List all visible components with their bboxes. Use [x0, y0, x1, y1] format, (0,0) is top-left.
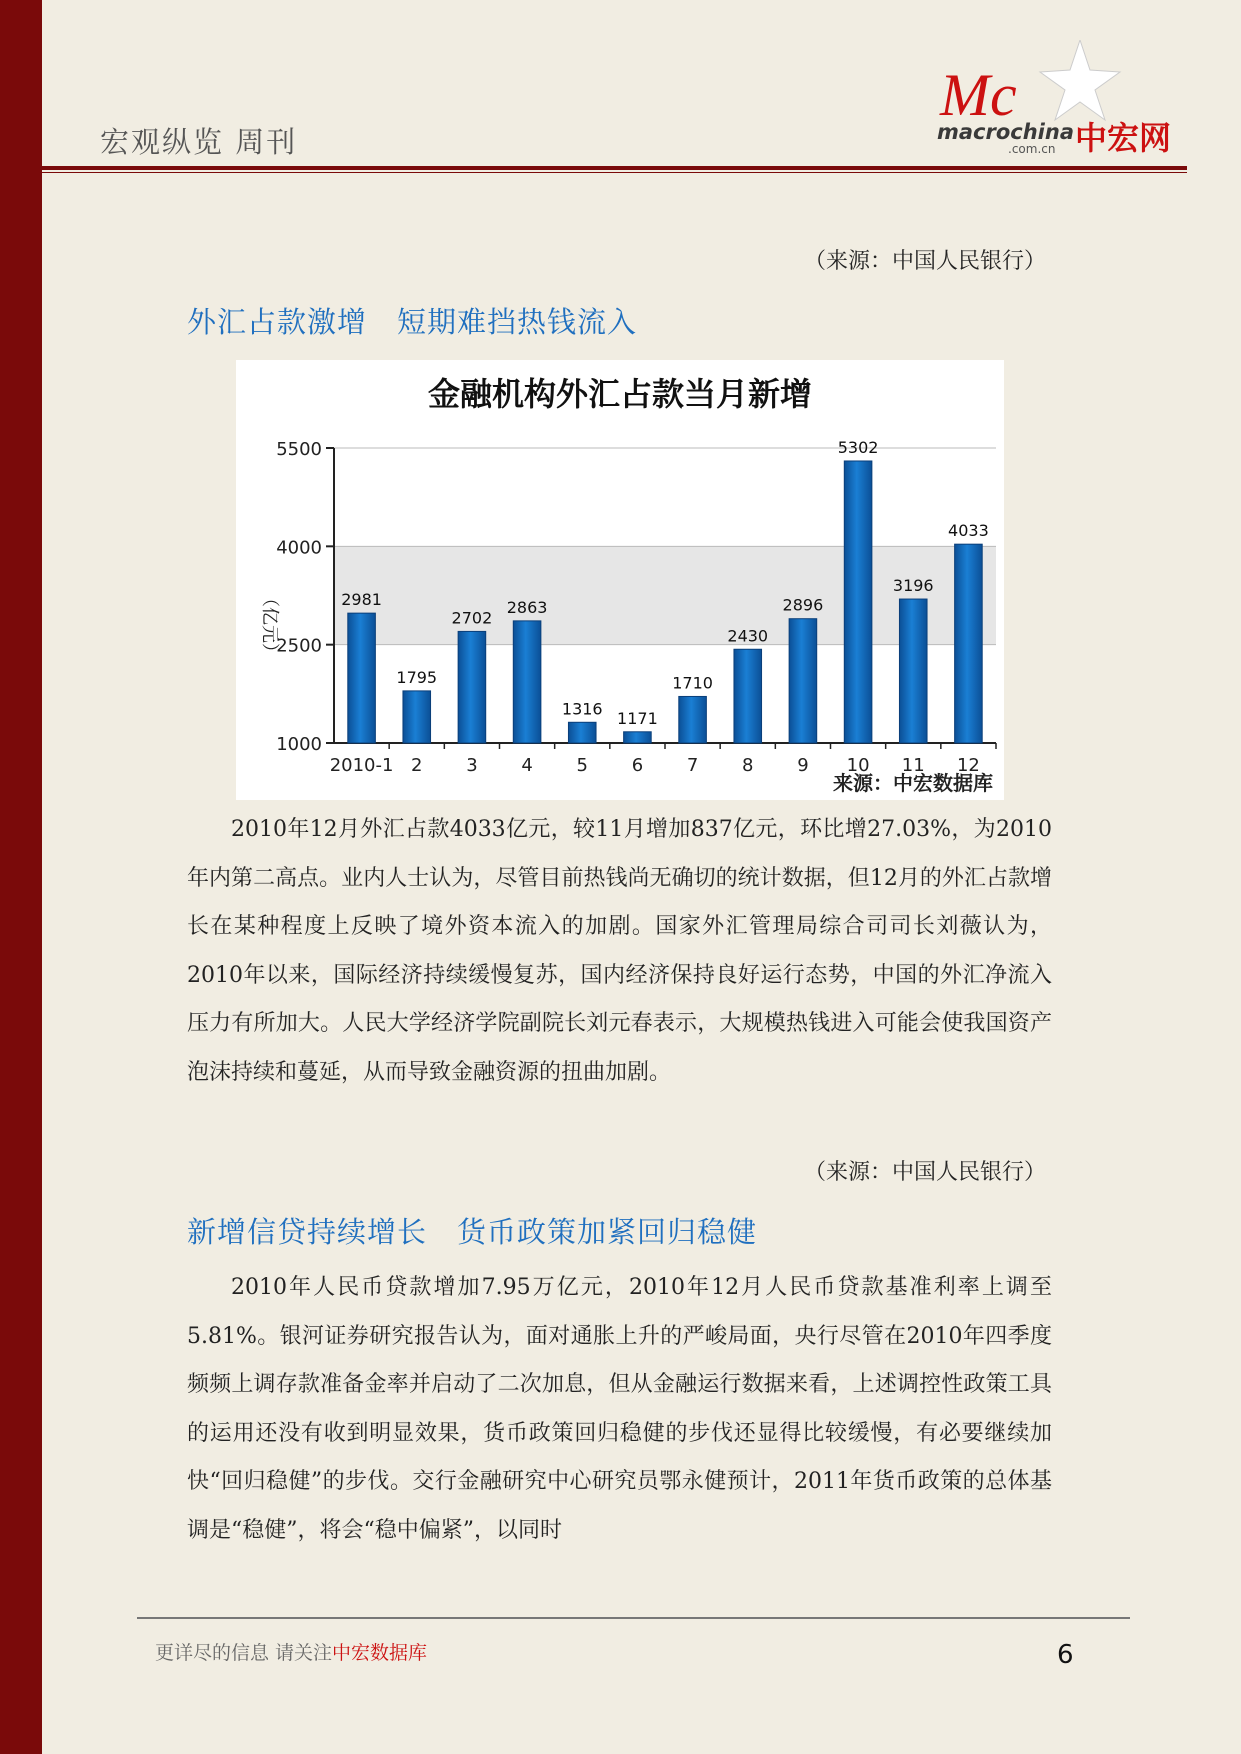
- logo-domain: .com.cn: [1008, 142, 1056, 156]
- section-title-1-part-a: 外汇占款激增: [187, 305, 368, 339]
- bar-chart: [236, 360, 1004, 800]
- journal-title: 宏观纵览 周刊: [100, 125, 298, 159]
- header-rule: [42, 166, 1187, 170]
- header-rule-thin: [42, 172, 1187, 173]
- page-number: 6: [1057, 1640, 1074, 1670]
- chart-bar: [955, 544, 983, 743]
- chart-bar: [458, 631, 486, 743]
- logo-chinese: 中宏网: [1075, 119, 1172, 157]
- chart-grid-band: [334, 546, 996, 644]
- left-margin-bar: [0, 0, 42, 1754]
- x-tick-label: 7: [686, 755, 699, 776]
- chart-bar: [568, 722, 596, 743]
- bar-value-label: 1795: [396, 667, 438, 687]
- bar-value-label: 4033: [948, 521, 989, 541]
- section-title-2-part-a: 新增信贷持续增长: [187, 1215, 428, 1249]
- x-tick-label: 4: [521, 755, 533, 776]
- bar-value-label: 1316: [561, 699, 603, 719]
- y-tick-label: 5500: [276, 439, 322, 460]
- y-tick-label: 2500: [276, 635, 322, 657]
- x-tick-label: 2: [411, 755, 423, 776]
- bar-value-label: 3196: [892, 576, 934, 596]
- bar-value-label: 5302: [837, 437, 879, 457]
- paragraph-2-text: 2010年人民币贷款增加7.95万亿元，2010年12月人民币贷款基准利率上调至5.81%。银河证券研究报告认为，面对通胀上升的严峻局面，央行尽管在2010年四季度频频上调存款准备金率并启动了二次加息，但从金融运行数据来看，上述调控性政策工具的运用还没有收到明显效果，货币政策回归稳健的步伐还显得比较缓慢，有必要继续加快“回归稳健”的步伐。交行金融研究中心研究员鄂永健预计，2011年货币政策的总体基调是“稳健”，将会“稳中偏紧”，以同时: [187, 1275, 1052, 1543]
- x-tick-label: 11: [901, 755, 925, 776]
- chart-bar: [844, 461, 872, 743]
- y-tick-label: 1000: [276, 734, 322, 755]
- bar-value-label: 1171: [617, 708, 658, 728]
- section-title-2: [187, 1210, 757, 1251]
- chart-bar: [734, 649, 762, 743]
- chart-title: 金融机构外汇占款当月新增: [427, 375, 813, 413]
- bar-value-label: 2863: [506, 597, 548, 617]
- paragraph-2: [187, 1264, 1052, 1555]
- logo-mark: Mc: [940, 62, 1017, 128]
- chart-bar: [624, 732, 652, 743]
- bar-value-label: 2702: [451, 608, 493, 628]
- chart-bar: [899, 599, 927, 743]
- x-tick-label: 10: [846, 755, 870, 776]
- footer-database-link[interactable]: 中宏数据库: [332, 1642, 428, 1664]
- chart-bar: [403, 691, 431, 743]
- x-tick-label: 8: [742, 755, 754, 776]
- bar-value-label: 2896: [782, 595, 824, 615]
- chart-y-axis-label: （亿元）: [259, 589, 280, 661]
- x-tick-label: 12: [956, 755, 980, 776]
- chart-bar: [789, 619, 817, 743]
- paragraph-1: [187, 806, 1052, 1097]
- x-tick-label: 6: [631, 755, 644, 776]
- footer-note-text: 更详尽的信息 请关注: [155, 1642, 333, 1664]
- bar-value-label: 2981: [341, 590, 382, 610]
- x-tick-label: 5: [576, 755, 588, 776]
- section-title-1-part-b: 短期难挡热钱流入: [397, 305, 638, 339]
- chart-bar: [348, 613, 376, 743]
- x-tick-label: 3: [466, 755, 478, 776]
- chart-container: [236, 360, 1004, 800]
- footer-note: [155, 1638, 427, 1665]
- section-title-2-part-b: 货币政策加紧回归稳健: [457, 1215, 758, 1249]
- x-tick-label: 2010-1: [329, 755, 394, 776]
- footer-rule: [137, 1617, 1130, 1619]
- logo-text: macrochina: [937, 120, 1075, 144]
- logo-star-icon: [1040, 40, 1120, 120]
- paragraph-1-text: 2010年12月外汇占款4033亿元，较11月增加837亿元，环比增27.03%，为2010年内第二高点。业内人士认为，尽管目前热钱尚无确切的统计数据，但12月的外汇占款增长在某种程度上反映了境外资本流入的加剧。国家外汇管理局综合司司长刘薇认为，2010年以来，国际经济持续缓慢复苏，国内经济保持良好运行态势，中国的外汇净流入压力有所加大。人民大学经济学院副院长刘元春表示，大规模热钱进入可能会使我国资产泡沫持续和蔓延，从而导致金融资源的扭曲加剧。: [187, 817, 1052, 1085]
- source-note-mid: （来源：中国人民银行）: [803, 1160, 1046, 1185]
- bar-value-label: 1710: [672, 673, 713, 693]
- bar-value-label: 2430: [727, 626, 769, 646]
- x-tick-label: 9: [797, 755, 809, 776]
- chart-bar: [513, 621, 541, 743]
- y-tick-label: 4000: [276, 537, 322, 559]
- source-note-top: （来源：中国人民银行）: [803, 249, 1046, 274]
- chart-source: 来源：中宏数据库: [833, 771, 993, 795]
- chart-bar: [679, 696, 707, 743]
- section-title-1: [187, 300, 637, 341]
